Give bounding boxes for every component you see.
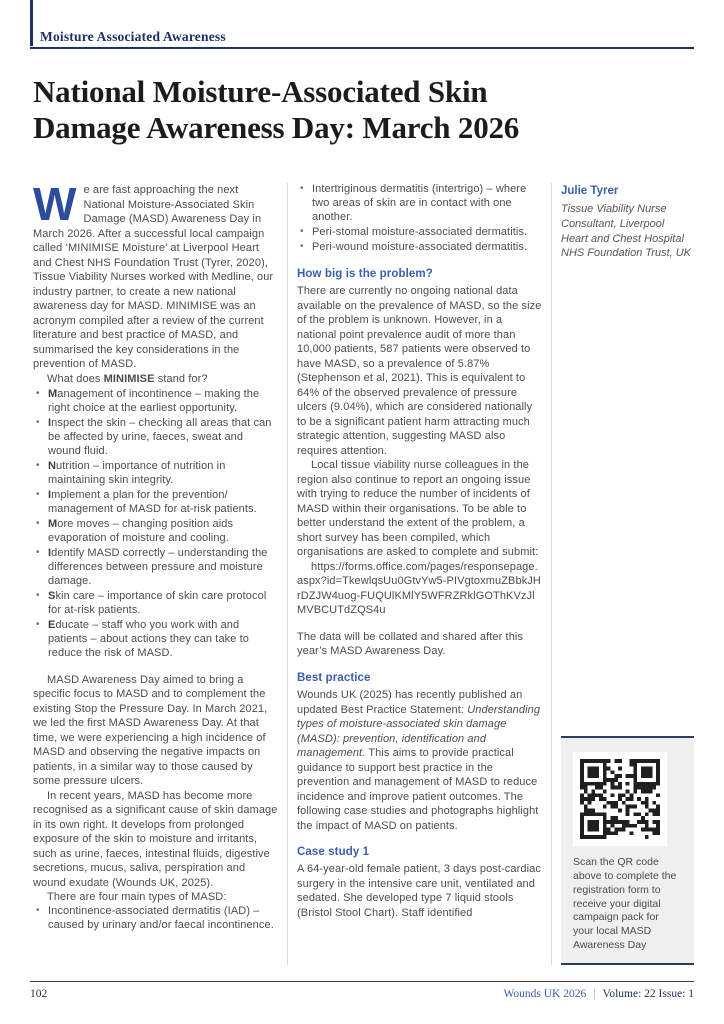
minimise-list [33, 388, 278, 660]
list-item: • Management of incontinence – making the right choice at the earliest opportunity. [33, 388, 278, 416]
drop-cap: W [33, 183, 77, 230]
recent-years-paragraph: In recent years, MASD has become more recognised as a significant cause of skin damage in its own right. It develops from prolonged exposure of the skin to moisture and irritants, such as urine, faeces, intestinal fluids, digestive secretions, mucus, saliva, perspiration and wound exudate (Wounds UK, 2025). [33, 789, 278, 889]
column-2 [297, 183, 542, 965]
list-item: • Incontinence-associated dermatitis (IAD) – caused by urinary and/or faecal incontinence. [33, 905, 278, 933]
section-kicker: Moisture Associated Awareness [40, 29, 226, 44]
footer-separator: | [593, 988, 596, 1000]
title-line-2: Damage Awareness Day: March 2026 [33, 110, 520, 146]
column-1 [33, 183, 278, 965]
minimise-acronym: MINIMISE [103, 372, 155, 385]
data-collation-note: The data will be collated and shared after this year’s MASD Awareness Day. [297, 630, 524, 658]
list-item: • Educate – staff who you work with and patients – about actions they can take to reduce the risk of MASD. [33, 619, 278, 661]
journal-name: Wounds UK 2026 [503, 988, 587, 1000]
page-number: 102 [30, 988, 48, 1000]
prevalence-paragraph: There are currently no ongoing national data available on the prevalence of MASD, so the size of the problem is unknown. However, in a national point prevalence audit of more than 10,000 patients, 587 patients were observed to have MASD, so a prevalence of 5.87% (Stephenson et al, 2021). This is equivalent to 64% of the observed prevalence of pressure ulcers (9.04%), which are considered nationally to be a significant patient harm attracting much strategic attention, suggesting MASD also requires attention. [297, 285, 542, 457]
list-item: • Skin care – importance of skin care protocol for at-risk patients. [33, 590, 278, 618]
heading-best-practice: Best practice [297, 671, 371, 684]
list-item: • Peri-stomal moisture-associated dermatitis. [297, 226, 542, 240]
article-title [33, 74, 673, 147]
volume-issue: Volume: 22 Issue: 1 [602, 988, 694, 1000]
heading-case-study-1: Case study 1 [297, 846, 370, 859]
column-divider [287, 183, 288, 965]
author-name: Julie Tyrer [561, 185, 619, 197]
list-item: • Nutrition – importance of nutrition in maintaining skin integrity. [33, 460, 278, 488]
article-body [33, 183, 694, 965]
footer-journal-info [503, 988, 694, 1000]
kicker-accent-bar [30, 0, 33, 46]
author-sidebar [561, 183, 694, 965]
kicker-rule [30, 47, 694, 49]
best-practice-statement-title: Understanding types of moisture-associated skin damage (MASD): prevention, identification and management. [297, 703, 541, 760]
minimise-question: What does MINIMISE stand for? [47, 372, 208, 385]
survey-paragraph: Local tissue viability nurse colleagues in the region also continue to report an ongoing issue with trying to reduce the number of incidents of MASD within their organisations. To be able to better understand the extent of the problem, a short survey has been compiled, which organisations are asked to complete and submit: [297, 459, 539, 559]
list-item: • More moves – changing position aids evaporation of moisture and cooling. [33, 518, 278, 546]
heading-how-big-is-the-problem: How big is the problem? [297, 267, 433, 280]
best-practice-paragraph: Wounds UK (2025) has recently published an updated Best Practice Statement: Understanding types of moisture-associated skin damage (MASD): prevention, identification and management. This aims to provide practical guidance to support best practice in the prevention and management of MASD to reduce incidence and improve patient outcomes. The following case studies and photographs highlight the impact of MASD on patients. [297, 689, 541, 832]
qr-code-icon[interactable] [573, 752, 667, 846]
masd-types-list [33, 905, 278, 933]
history-paragraph: MASD Awareness Day aimed to bring a specific focus to MASD and to complement the existing Stop the Pressure Day. In March 2021, we led the first MASD Awareness Day. At that time, we were experiencing a high incidence of MASD and observing the negative impacts on patients, in a similar way to those caused by some pressure ulcers. [33, 673, 268, 788]
footer-rule [30, 981, 694, 982]
case-study-paragraph: A 64-year-old female patient, 3 days post-cardiac surgery in the intensive care unit, ventilated and sedated. She developed type 7 liquid stools (Bristol Stool Chart). Staff identified [297, 863, 541, 919]
title-line-1: National Moisture-Associated Skin [33, 74, 488, 109]
list-item: • Peri-wound moisture-associated dermatitis. [297, 241, 542, 255]
column-divider [551, 183, 552, 965]
intro-text: e are fast approaching the next National Moisture-Associated Skin Damage (MASD) Awareness Day in March 2026. After a successful local campaign called ‘MINIMISE Moisture’ at Liverpool Heart and Chest NHS Foundation Trust (Tyrer, 2020), Tissue Viability Nurses worked with Medline, our industry partner, to create a new national awareness day for MASD. MINIMISE was an acronym compiled after a review of the current literature and best practice of MASD, and summarised the key considerations in the prevention of MASD. [33, 184, 274, 371]
qr-caption: Scan the QR code above to complete the registration form to receive your digital campaign pack for your local MASD Awareness Day [573, 855, 677, 952]
list-item: • Intertriginous dermatitis (intertrigo) – where two areas of skin are in contact with one another. [297, 183, 542, 225]
list-item: • Implement a plan for the prevention/ management of MASD for at-risk patients. [33, 489, 278, 517]
survey-url-link[interactable]: https://forms.office.com/pages/responsepage.aspx?id=TkewlqsUu0GtvYw5-PIVgtoxmuZBbkJHrDZJW4uog-FUQUlKMlY5WFRZRklGOThKVzJlMVBCUTdZQS4u [297, 560, 541, 617]
qr-registration-box [561, 736, 694, 965]
intro-paragraph [33, 183, 278, 372]
page-footer [30, 988, 694, 1000]
masd-types-list-continued [297, 183, 542, 255]
list-item: • Inspect the skin – checking all areas that can be affected by urine, faeces, sweat and wound fluid. [33, 417, 278, 459]
author-affiliation: Tissue Viability Nurse Consultant, Liverpool Heart and Chest Hospital NHS Foundation Trust, UK [561, 203, 692, 260]
four-types-lead: There are four main types of MASD: [47, 891, 227, 904]
list-item: • Identify MASD correctly – understanding the differences between pressure and moisture damage. [33, 547, 278, 589]
